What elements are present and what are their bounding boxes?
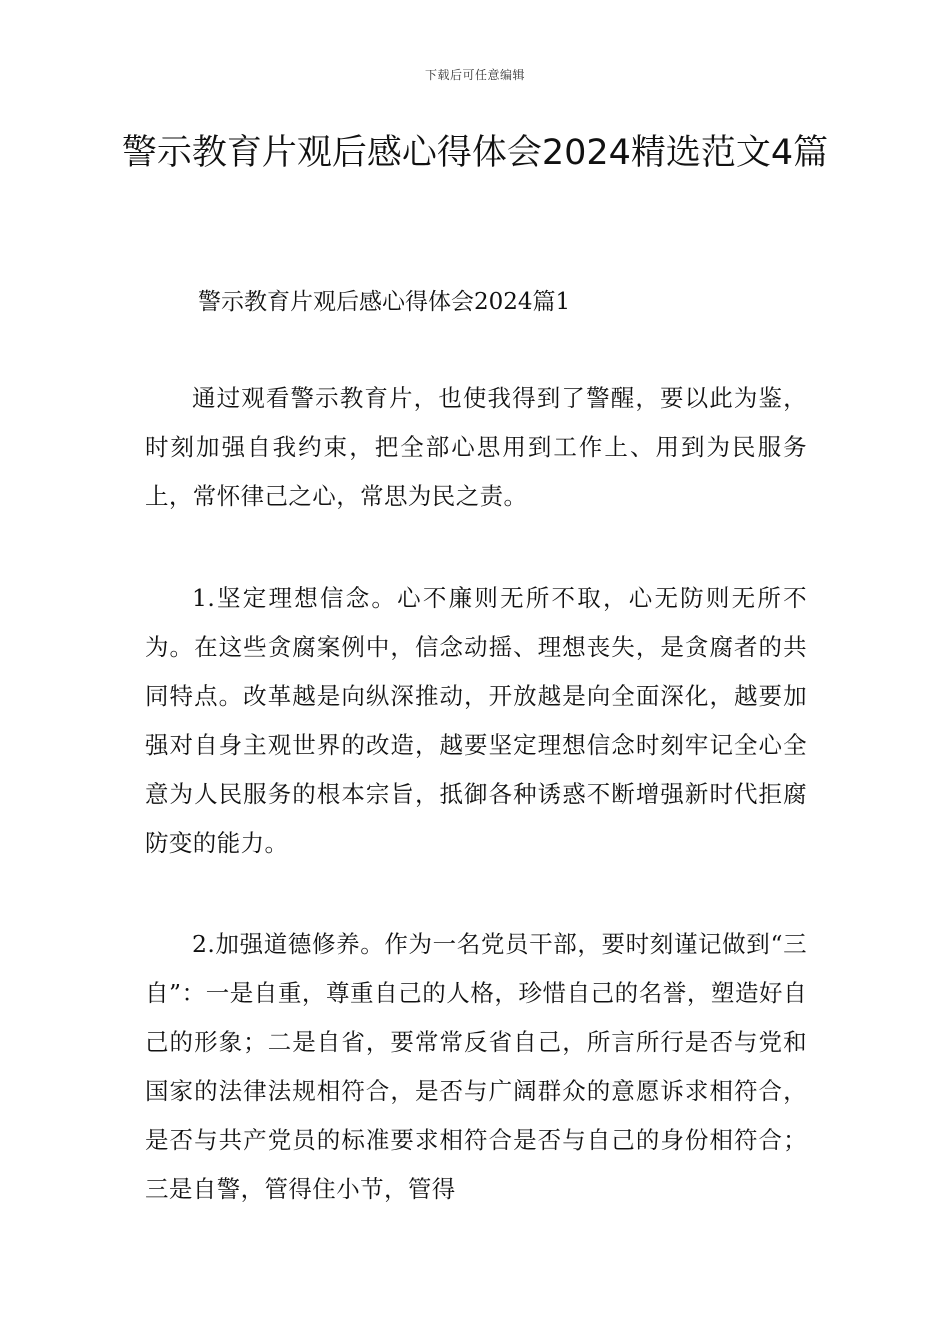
section-heading: 警示教育片观后感心得体会2024篇1 xyxy=(198,289,571,315)
paragraph-point-2: 2.加强道德修养。作为一名党员干部，要时刻谨记做到“三自”：一是自重，尊重自己的人格，珍惜自己的名誉，塑造好自己的形象；二是自省，要常常反省自己，所言所行是否与党和国家的法律法规相符合，是否与广阔群众的意愿诉求相符合，是否与共产党员的标准要求相符合是否与自己的身份相符合；三是自警，管得住小节，管得 xyxy=(145,930,807,1203)
paragraph-point-1: 1.坚定理想信念。心不廉则无所不取，心无防则无所不为。在这些贪腐案例中，信念动摇、理想丧失，是贪腐者的共同特点。改革越是向纵深推动，开放越是向全面深化，越要加强对自身主观世界的改造，越要坚定理想信念时刻牢记全心全意为人民服务的根本宗旨，抵御各种诱惑不断增强新时代拒腐防变的能力。 xyxy=(145,584,807,857)
paragraph-intro: 通过观看警示教育片，也使我得到了警醒，要以此为鉴，时刻加强自我约束，把全部心思用到工作上、用到为民服务上，常怀律己之心，常思为民之责。 xyxy=(145,384,807,510)
document-title: 警示教育片观后感心得体会2024精选范文4篇 xyxy=(121,133,829,173)
header-note: 下载后可任意编辑 xyxy=(424,68,525,82)
